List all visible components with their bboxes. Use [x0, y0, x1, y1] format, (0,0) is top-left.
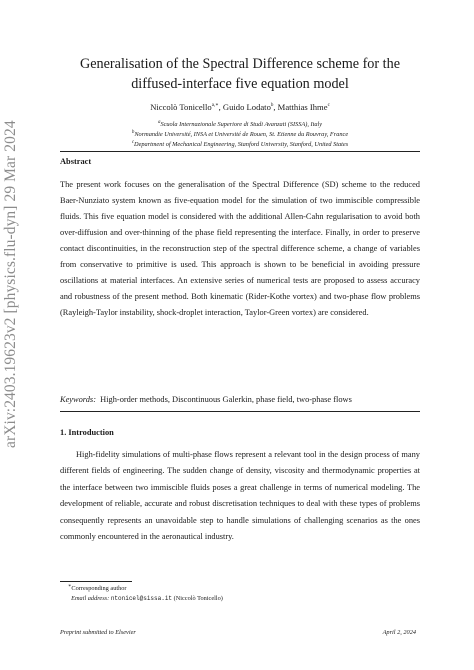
keywords-label: Keywords: [60, 395, 96, 404]
abstract-text: The present work focuses on the generalisation of the Spectral Difference (SD) scheme to the reduced Baer-Nunziato system known as five-equation model for the simulation of two immiscible compressible fluids. This five equation model is considered with the additional Allen-Cahn regularisation to avoid both over-diffusion and over-thinning of the phase field representing the interface. Finally, in order to preserve contact discontinuities, in the reconstruction step of the spectral difference scheme, a change of variables from conservative to primitive is used. This approach is shown to be beneficial in avoiding pressure oscillations at material interfaces. An extensive series of numerical tests are proposed to assess accuracy and robustness of the present method. Both kinematic (Rider-Kothe vortex) and two-phase flow problems (Rayleigh-Taylor instability, shock-droplet interaction, Taylor-Green vortex) are considered. [60, 180, 420, 317]
author-marks: c [327, 103, 330, 109]
author-name: Guido Lodato [222, 102, 271, 112]
affiliation-mark: b [131, 129, 135, 135]
affiliation [60, 130, 420, 140]
author-marks: b [270, 103, 274, 109]
footnote-corresponding-text: Corresponding author [71, 585, 127, 592]
affiliation-text: Normandie Université, INSA et Université de Rouen, St. Etienne du Rouvray, France [134, 131, 349, 138]
title-line-2: diffused-interface five equation model [131, 76, 349, 92]
footer-preprint-note: Preprint submitted to Elsevier [60, 629, 136, 636]
affiliation [60, 140, 420, 150]
email-label: Email address: [71, 595, 110, 602]
affiliation-list [60, 120, 420, 150]
abstract-top-rule [60, 151, 420, 152]
abstract-bottom-rule [60, 411, 420, 412]
title-line-1: Generalisation of the Spectral Difference scheme for the [80, 56, 400, 72]
section-heading-introduction: 1. Introduction [60, 428, 114, 437]
keywords [60, 394, 420, 406]
keywords-text: High-order methods, Discontinuous Galerkin, phase field, two-phase flows [100, 395, 352, 404]
introduction-text: High-fidelity simulations of multi-phase flows represent a relevant tool in the design process of many different fields of engineering. The sudden change of density, viscosity and thermodynamic properties at the interface between two immiscible fluids poses a great challenge in terms of numerical modeling. The development of reliable, accurate and robust discretisation techniques to deal with these types of problems consequently represents an unavoidable step to handle simulations of challenging scenarios as the ones commonly encountered in the aeronautical industry. [60, 450, 420, 542]
affiliation-mark: c [131, 139, 135, 145]
footnotes [60, 584, 420, 604]
affiliation [60, 120, 420, 130]
email-owner: (Niccolò Tonicello) [173, 595, 223, 602]
author-list: Niccolò Tonicello$^{a,∗}$, Guido Lodato$^b$, Matthias Ihme$^c$ [150, 102, 330, 112]
footnote-corresponding [60, 584, 420, 594]
footnote-rule [60, 581, 132, 582]
author-name: Matthias Ihme [277, 102, 328, 112]
author-marks: a,∗ [211, 103, 219, 109]
paper-title [60, 54, 420, 94]
affiliation-text: Scuola Internazionale Superiore di Studi Avanzati (SISSA), Italy [160, 121, 323, 128]
footnote-email [60, 594, 420, 604]
affiliation-text: Department of Mechanical Engineering, Stanford University, Stanford, United States [134, 141, 349, 148]
arxiv-identifier[interactable]: arXiv:2403.19623v2 [physics.flu-dyn] 29 Mar 2024 [2, 120, 19, 448]
email-link[interactable]: ntonicel@sissa.it [110, 595, 173, 602]
author-name: Niccolò Tonicello [150, 102, 212, 112]
footnote-mark: ∗ [68, 583, 72, 589]
abstract-heading: Abstract [60, 157, 92, 166]
footer-date: April 2, 2024 [382, 629, 416, 636]
affiliation-mark: a [157, 119, 161, 125]
